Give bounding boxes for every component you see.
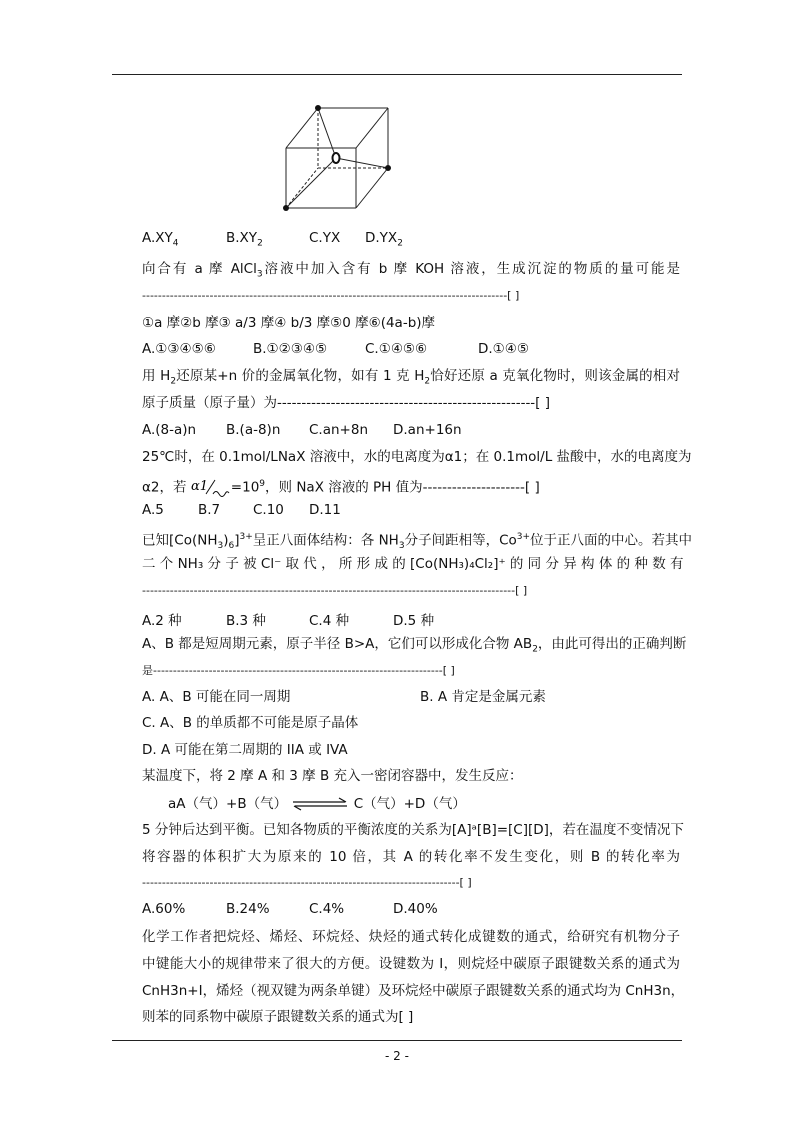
- option-d[interactable]: $D.YX_2$: [365, 230, 403, 249]
- option-c[interactable]: C. A、B 的单质都不可能是原子晶体: [142, 715, 359, 731]
- crystal-cube-figure: [276, 100, 396, 215]
- q-ab-stem: A、B 都是短周期元素，原子半径 B>A，它们可以形成化合物 $AB_2$，由此可得出的正确判断: [142, 636, 687, 655]
- svg-text:α1: α1: [190, 478, 208, 494]
- option-b[interactable]: B.①②③④⑤: [253, 341, 328, 357]
- option-c[interactable]: C.4 种: [309, 613, 350, 629]
- q-ph-stem: 25℃时，在 0.1mol/LNaX 溶液中，水的电离度为α1；在 0.1mol/L 盐酸中，水的电离度为: [142, 449, 692, 465]
- footer-rule: [112, 1040, 682, 1041]
- center-atom: [333, 153, 340, 163]
- option-d[interactable]: D.an+16n: [393, 422, 462, 438]
- q-alcl3-blank: --------------------------------------------------------------------------------------------[ ]: [142, 289, 520, 302]
- option-d[interactable]: D.40%: [393, 901, 438, 917]
- ratio-fraction-image: [191, 478, 231, 498]
- q-eq-stem: 某温度下，将 2 摩 A 和 3 摩 B 充入一密闭容器中，发生反应：: [142, 768, 523, 784]
- q-bond-stem-4: 则苯的同系物中碳原子跟键数关系的通式为[ ]: [142, 1009, 414, 1025]
- option-c[interactable]: C.①④⑤⑥: [365, 341, 428, 357]
- q-h2-stem-2: 原子质量（原子量）为-----------------------------------------------------[ ]: [142, 395, 551, 411]
- option-b[interactable]: B.3 种: [226, 613, 266, 629]
- header-rule: [112, 74, 682, 75]
- option-d[interactable]: D.5 种: [393, 613, 435, 629]
- q-alcl3-stem: 向合有 a 摩 AlCl$_3$溶液中加入含有 b 摩 KOH 溶液，生成沉淀的物质的量可能是: [142, 261, 680, 280]
- option-a[interactable]: A. A、B 可能在同一周期: [142, 689, 291, 705]
- option-b[interactable]: B.24%: [226, 901, 270, 917]
- q-co-blank: ----------------------------------------------------------------------------------------------[ ]: [142, 584, 528, 597]
- option-d[interactable]: D.①④⑤: [478, 341, 529, 357]
- option-a[interactable]: A.60%: [142, 901, 186, 917]
- reaction-equation: aA（气）+B（气） C（气）+D（气）: [168, 796, 466, 812]
- page-number: - 2 -: [385, 1049, 409, 1063]
- option-a[interactable]: A.①③④⑤⑥: [142, 341, 216, 357]
- option-a[interactable]: A.2 种: [142, 613, 182, 629]
- option-c[interactable]: C.4%: [309, 901, 345, 917]
- option-b[interactable]: B.7: [198, 502, 221, 518]
- q-bond-stem-2: 中键能大小的规律带来了很大的方便。设键数为 I，则烷烃中碳原子跟键数关系的通式为: [142, 956, 680, 972]
- option-a[interactable]: A.5: [142, 502, 164, 518]
- lattice-point: [315, 105, 321, 111]
- q-ab-blank: 是-------------------------------------------------------------------------[ ]: [142, 664, 455, 677]
- option-d[interactable]: D. A 可能在第二周期的 IIA 或 IVA: [142, 742, 348, 758]
- q-eq-blank: --------------------------------------------------------------------------------[ ]: [142, 876, 472, 889]
- equilibrium-arrow-icon: [291, 797, 349, 811]
- q-co-stem-2: 二 个 NH₃ 分 子 被 Cl⁻ 取 代 ， 所 形 成 的 [Co(NH₃)₄Cl₂]⁺ 的 同 分 异 构 体 的 种 数 有: [142, 556, 684, 572]
- option-a[interactable]: A.(8-a)n: [142, 422, 197, 438]
- q-h2-stem: 用 $H_2$还原某+n 价的金属氧化物，如有 1 克 $H_2$恰好还原 a 克氧化物时，则该金属的相对: [142, 368, 680, 387]
- option-b[interactable]: B. A 肯定是金属元素: [420, 689, 546, 705]
- q-eq-stem-2: 5 分钟后达到平衡。已知各物质的平衡浓度的关系为[A]ᵃ[B]=[C][D]，若在温度不变情况下: [142, 822, 684, 838]
- q-eq-stem-3: 将容器的体积扩大为原来的 10 倍，其 A 的转化率不发生变化，则 B 的转化率为: [142, 849, 680, 865]
- q-co-stem: 已知$[Co(NH_3)_6]^{3+}$呈正八面体结构：各 $NH_3$分子间距相等，$Co^{3+}$位于正八面的中心。若其中: [142, 532, 693, 552]
- option-c[interactable]: C.an+8n: [309, 422, 369, 438]
- lattice-point: [385, 165, 391, 171]
- option-b[interactable]: B.(a-8)n: [226, 422, 281, 438]
- q-bond-stem-1: 化学工作者把烷烃、烯烃、环烷烃、炔烃的通式转化成键数的通式，给研究有机物分子: [142, 929, 680, 945]
- option-c[interactable]: C.10: [253, 502, 284, 518]
- q-ph-stem-2: α2，若 α1 $=10^9$，则 NaX 溶液的 PH 值为---------------------[ ]: [142, 478, 540, 496]
- q-bond-stem-3: CnH3n+I，烯烃（视双键为两条单键）及环烷烃中碳原子跟键数关系的通式均为 CnH3n，: [142, 983, 685, 999]
- option-a[interactable]: $A.XY_4$: [142, 230, 179, 249]
- q-alcl3-choices: ①a 摩②b 摩③ a/3 摩④ b/3 摩⑤0 摩⑥(4a-b)摩: [142, 315, 436, 331]
- option-d[interactable]: D.11: [309, 502, 341, 518]
- option-b[interactable]: $B.XY_2$: [226, 230, 263, 249]
- option-c[interactable]: C.YX: [309, 230, 341, 246]
- lattice-point: [283, 205, 289, 211]
